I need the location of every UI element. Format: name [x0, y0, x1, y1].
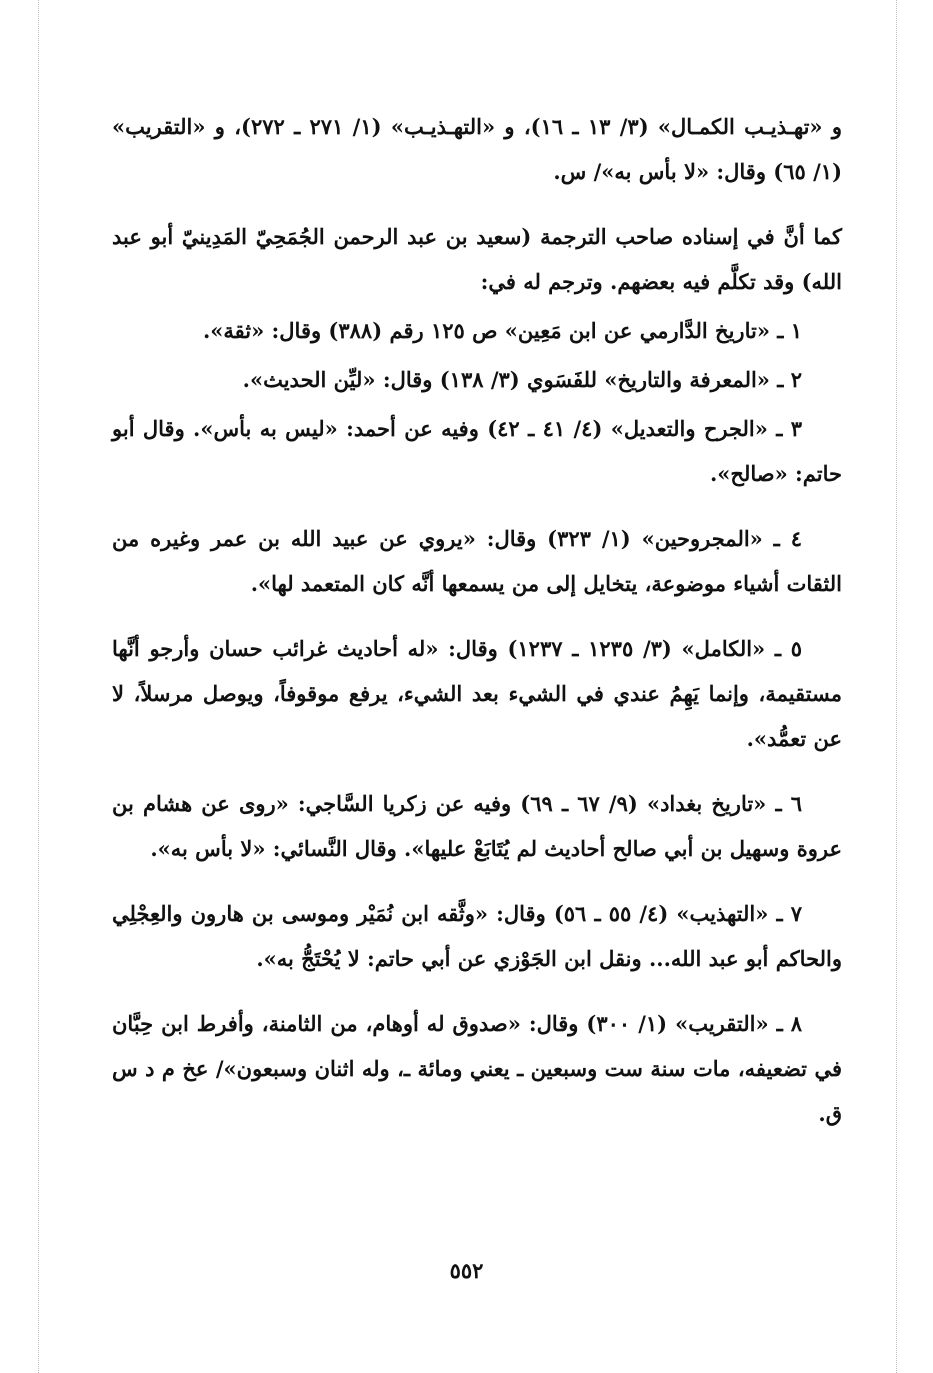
paragraph-intro: كما أنَّ في إسناده صاحب الترجمة (سعيد بن عبد الرحمن الجُمَحِيّ المَدِينيّ أبو عبد الله) وقد تكلَّم فيه بعضهم. وترجم له في: [112, 224, 842, 294]
page-body [112, 104, 842, 1156]
list-item: ٨ ـ «التقريب» (١/ ٣٠٠) وقال: «صدوق له أوهام، من الثامنة، وأفرط ابن حِبَّان في تضعيفه، مات سنة ست وسبعين ـ يعني ومائة ـ، وله اثنان وسبعون»/ عخ م د س ق. [112, 1011, 842, 1126]
list-item: ٦ ـ «تاريخ بغداد» (٩/ ٦٧ ـ ٦٩) وفيه عن زكريا السَّاجي: «روى عن هشام بن عروة وسهيل بن أبي صالح أحاديث لم يُتَابَعْ عليها». وقال النَّسائي: «لا بأس به». [112, 791, 842, 861]
left-margin-dots [38, 0, 39, 1373]
list-item: ٧ ـ «التهذيب» (٤/ ٥٥ ـ ٥٦) وقال: «وثَّقه ابن نُمَيْر وموسى بن هارون والعِجْلِي والحاكم أبو عبد الله... ونقل ابن الجَوْزي عن أبي حاتم: لا يُحْتَجُّ به». [112, 901, 842, 971]
list-item: ٤ ـ «المجروحين» (١/ ٣٢٣) وقال: «يروي عن عبيد الله بن عمر وغيره من الثقات أشياء موضوعة، يتخايل إلى من يسمعها أنَّه كان المتعمد لها». [112, 526, 842, 596]
list-item: ١ ـ «تاريخ الدَّارمي عن ابن مَعِين» ص ١٢٥ رقم (٣٨٨) وقال: «ثقة». [202, 318, 802, 343]
list-item: ٣ ـ «الجرح والتعديل» (٤/ ٤١ ـ ٤٢) وفيه عن أحمد: «ليس به بأس». وقال أبو حاتم: «صالح». [112, 416, 842, 486]
list-item: ٥ ـ «الكامل» (٣/ ١٢٣٥ ـ ١٢٣٧) وقال: «له أحاديث غرائب حسان وأرجو أنَّها مستقيمة، وإنما يَهِمُ عندي في الشيء بعد الشيء، يرفع موقوفاً، ويوصل مرسلاً، لا عن تعمُّد». [112, 636, 842, 751]
page-number: ٥٥٢ [449, 1258, 484, 1283]
list-item: ٢ ـ «المعرفة والتاريخ» للفَسَوي (٣/ ١٣٨) وقال: «ليِّن الحديث». [242, 367, 802, 392]
right-margin-dots [896, 0, 897, 1373]
paragraph-references: و «تهـذيـب الكمـال» (٣/ ١٣ ـ ١٦)، و «التهـذيـب» (١/ ٢٧١ ـ ٢٧٢)، و «التقريب» (١/ ٦٥) وقال: «لا بأس به»/ س. [112, 114, 842, 184]
